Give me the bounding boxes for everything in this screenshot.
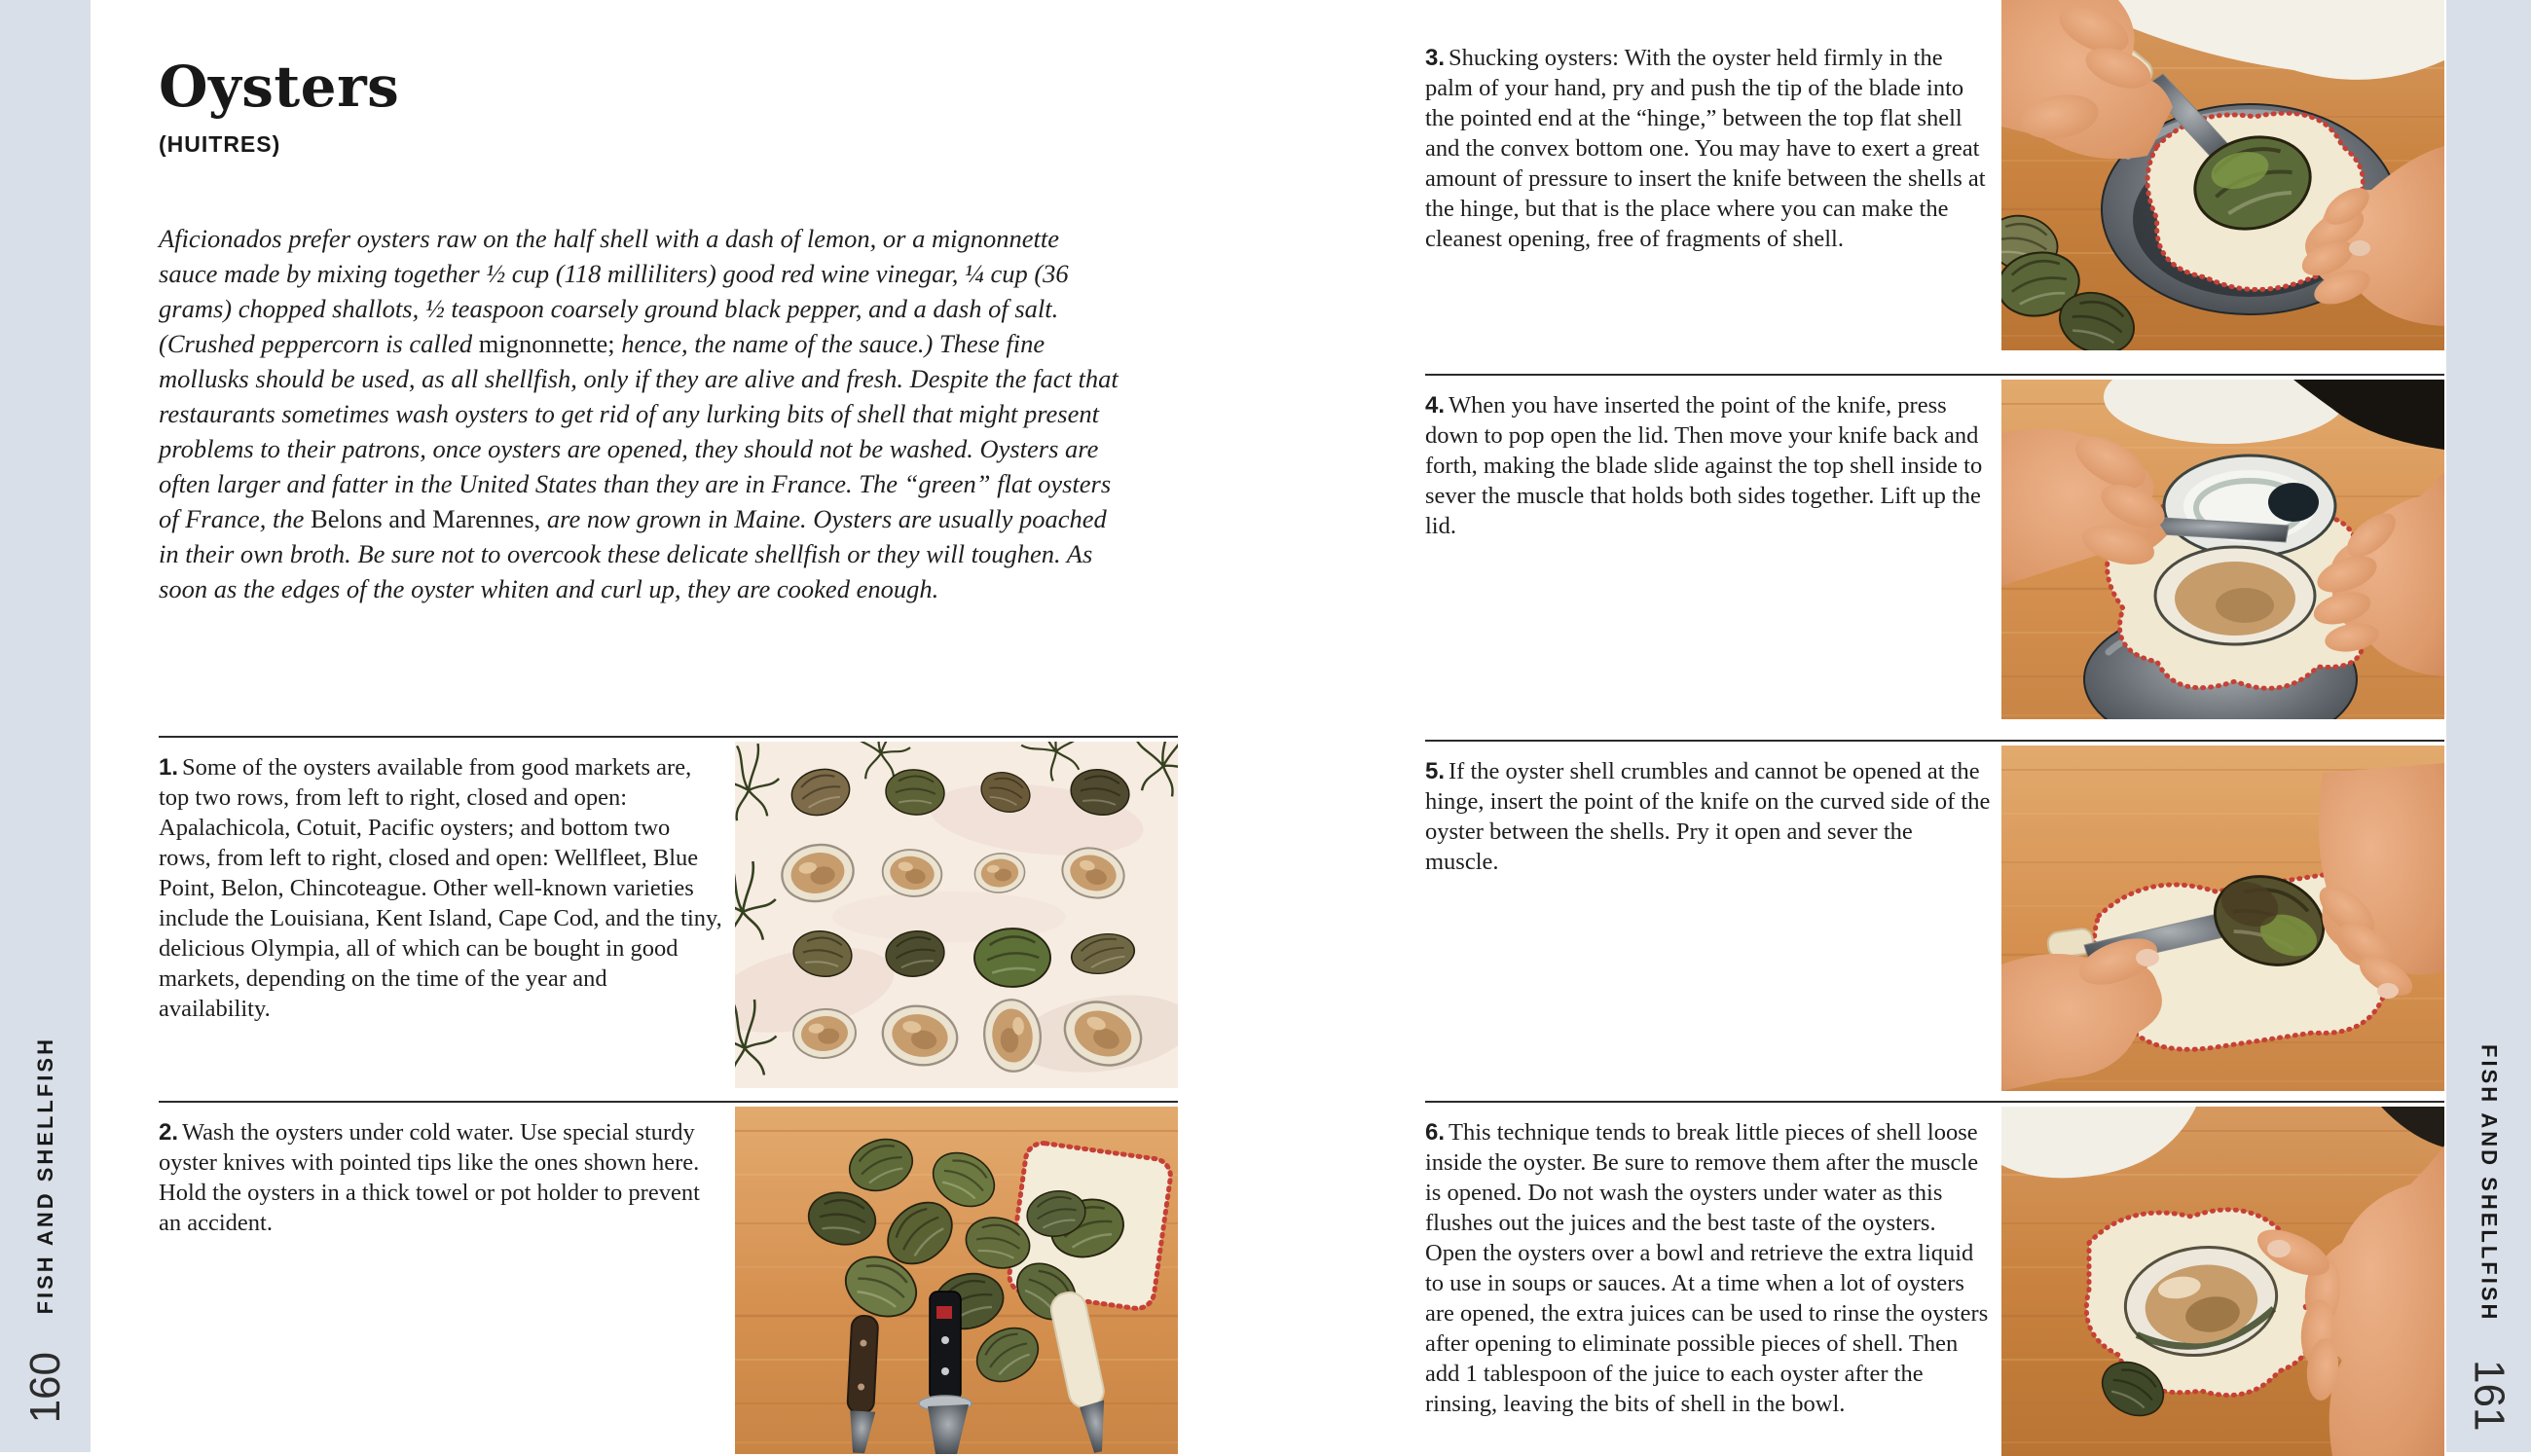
step-2-photo [735, 1107, 1178, 1454]
intro-italic-3: are now grown in Maine. Oysters are usually poached in their own broth. Be sure not to overcook these delicate shellfish or they will toughen. As soon as the edges of the oyster whiten and curl up, they are cooked enough. [159, 503, 1107, 603]
thumbnail [2349, 240, 2370, 256]
thumbnail-2 [2377, 983, 2399, 999]
step-5-body: If the oyster shell crumbles and cannot be opened at the hinge, insert the point of the knife on the curved side of the oyster between the shells. Pry it open and sever the muscle. [1425, 758, 1991, 875]
intro-italic-2: hence, the name of the sauce.) These fine mollusks should be used, as all shellfish, only if they are alive and fresh. Despite the fact that restaurants sometimes wash oysters to get rid of any lurking bits of shell that might present problems to their patrons, once oysters are opened, they should not be washed. Oysters are often larger and fatter in the United States than they are in France. The “green” flat oysters of France, the [159, 328, 1119, 533]
step-1 [159, 736, 1178, 1088]
left-chapter-label: FISH AND SHELLFISH [32, 1037, 57, 1315]
right-page-number: 161 [2465, 1359, 2513, 1431]
step-5 [1425, 740, 2444, 1091]
page-161 [1266, 0, 2446, 1452]
step-2-number: 2. [159, 1119, 179, 1146]
step-5-number: 5. [1425, 758, 1446, 784]
page-160 [91, 0, 1266, 1452]
step-6-number: 6. [1425, 1119, 1446, 1146]
step-1-number: 1. [159, 754, 179, 781]
step-3-text [1425, 0, 1991, 254]
chapter-header [159, 55, 399, 158]
step-4-number: 4. [1425, 392, 1446, 419]
step-1-body: Some of the oysters available from good markets are, top two rows, from left to right, closed and open: Apalachicola, Cotuit, Pacific oysters; and bottom two rows, from left to right, closed and open: Wellfleet, Blue Point, Belon, Chincoteague. Other well-known varieties include the Louisiana, Kent Island, Cape Cod, and the tiny, delicious Olympia, all of which can be bought in good markets, depending on the time of the year and availability. [159, 754, 722, 1022]
intro-italic-1: Aficionados prefer oysters raw on the half shell with a dash of lemon, or a mignonnette sauce made by mixing together ½ cup (118 milliliters) good red wine vinegar, ¼ cup (36 grams) chopped shallots, ½ teaspoon coarsely ground black pepper, and a dash of salt. (Crushed peppercorn is called [159, 223, 1069, 358]
left-sidebar [0, 0, 91, 1452]
step-1-text [159, 738, 724, 1024]
thumbnail [2136, 949, 2159, 966]
step-6-photo [2001, 1107, 2444, 1456]
step-4 [1425, 374, 2444, 719]
step-3-photo [2001, 0, 2444, 350]
step-4-photo [2001, 380, 2444, 719]
step-6 [1425, 1101, 2444, 1456]
thumbnail [2267, 1240, 2291, 1257]
intro-roman-1: mignonnette; [478, 328, 615, 358]
step-6-text [1425, 1103, 1991, 1419]
right-chapter-label: FISH AND SHELLFISH [2476, 1044, 2502, 1323]
step-4-body: When you have inserted the point of the knife, press down to pop open the lid. Then move your knife back and forth, making the blade slide against the top shell inside to sever the muscle that holds both sides together. Lift up the lid. [1425, 392, 1983, 539]
right-sidebar [2446, 0, 2531, 1452]
step-5-text [1425, 742, 1991, 877]
step-3-number: 3. [1425, 45, 1446, 71]
intro-paragraph [159, 221, 1120, 606]
step-2-text [159, 1103, 724, 1238]
page-title: Oysters [159, 54, 400, 120]
step-3-body: Shucking oysters: With the oyster held firmly in the palm of your hand, pry and push the tip of the blade into the pointed end at the “hinge,” between the top flat shell and the convex bottom one. You may have to exert a great amount of pressure to insert the knife between the shells at the hinge, but that is the place where you can make the cleanest opening, free of fragments of shell. [1425, 45, 1986, 252]
left-page-number: 160 [20, 1351, 69, 1423]
step-6-body: This technique tends to break little pieces of shell loose inside the oyster. Be sure to remove them after the muscle is opened. Do not wash the oysters under water as this flushes out the juices and the best taste of the oysters. Open the oysters over a bowl and retrieve the extra liquid to use in soups or sauces. At a time when a lot of oysters are opened, the extra juices can be used to rinse the oysters after opening to eliminate possible pieces of shell. Then add 1 tablespoon of the juice to each oyster after the rinsing, leaving the bits of shell in the bowl. [1425, 1119, 1989, 1417]
step-2-body: Wash the oysters under cold water. Use special sturdy oyster knives with pointed tips like the ones shown here. Hold the oysters in a thick towel or pot holder to prevent an accident. [159, 1119, 700, 1236]
step-3 [1425, 0, 2444, 350]
step-2 [159, 1101, 1178, 1454]
intro-roman-2: Belons and Marennes, [311, 503, 541, 533]
step-4-text [1425, 376, 1991, 541]
step-1-photo [735, 742, 1178, 1088]
page-subtitle: (HUITRES) [159, 130, 281, 157]
step-5-photo [2001, 746, 2444, 1091]
